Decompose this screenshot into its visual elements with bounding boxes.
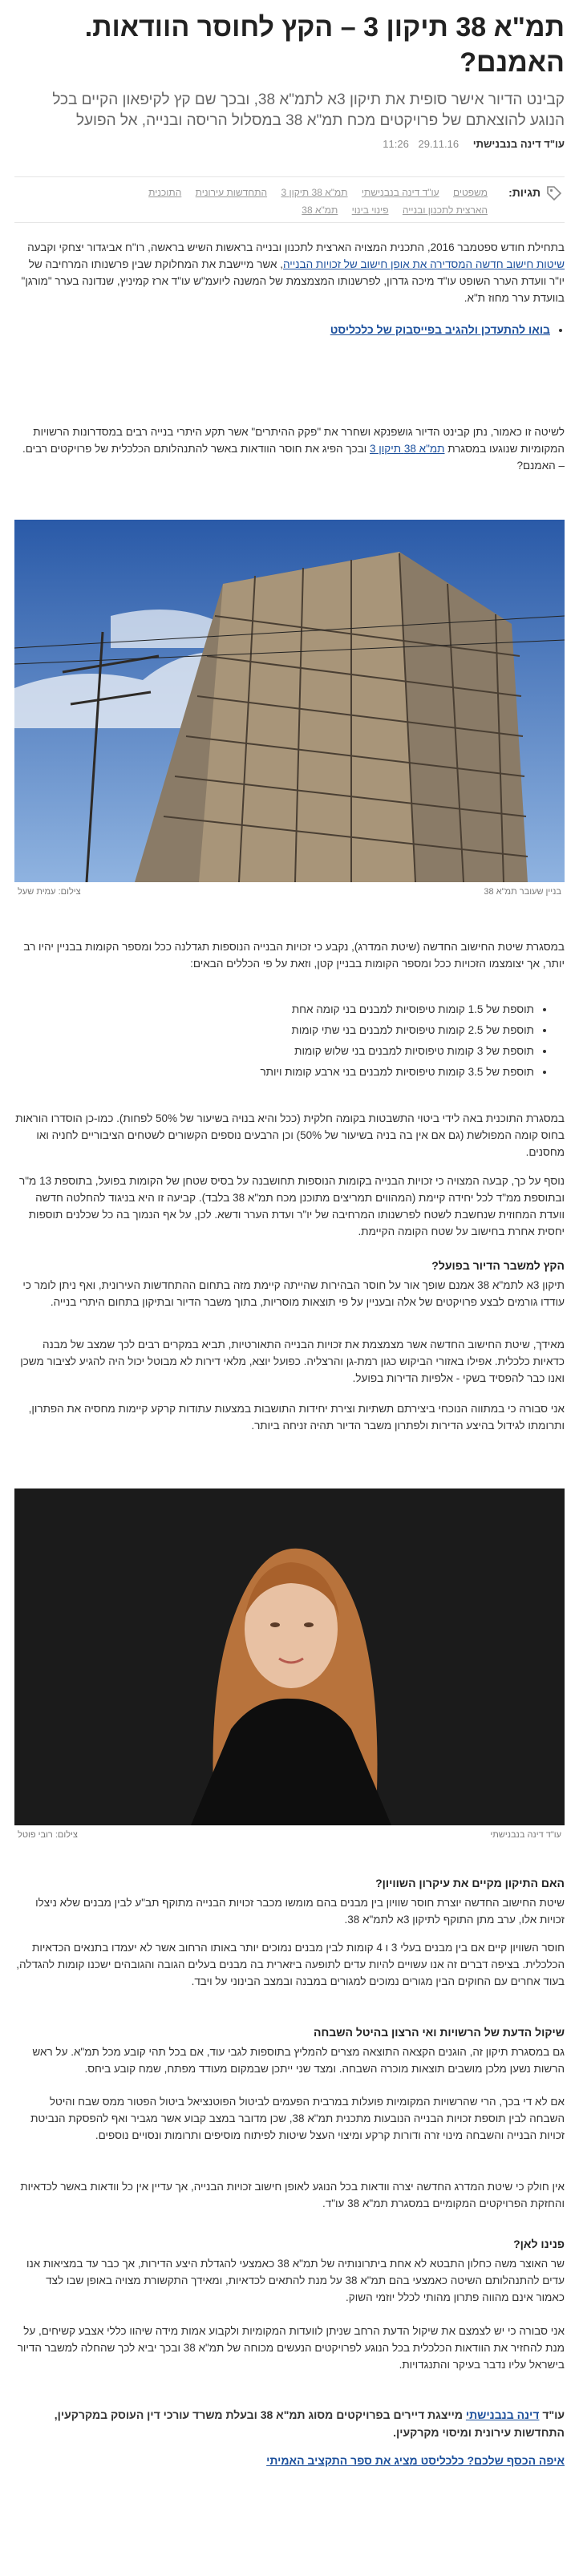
floors-list xyxy=(14,999,565,1083)
heading-equality: האם התיקון מקיים את עיקרון השוויון? xyxy=(375,1877,565,1889)
paragraph-1-text-a: בתחילת חודש ספטמבר 2016, התכנית המצויה הארצית לתכנון ובנייה בראשות השיש בראשה, רו"ח אביגדור יצחקי וקבעה xyxy=(27,241,565,253)
building-photo xyxy=(14,520,565,882)
paragraph-7: מאידך, שיטת החישוב החדשה אשר מצמצמת את זכויות הבנייה התאורטיות, תביא במקרים רבים לכך שמצב של מבנה כדאיות כלכלית. אפילו באזורי הביקוש כגון רמת-גן והרצליה. כפועל יוצא, מלאי דירות לא מבוטל יכול היה להגיע לציבור משכן ואנו כבר להפסיד בשקי - אלפיות הדירות בפועל. xyxy=(20,1339,565,1384)
heading-where-to: פנינו לאן? xyxy=(513,2238,565,2250)
tag-link[interactable]: עו"ד דינה בנבנישתי xyxy=(361,187,439,198)
author-bio xyxy=(14,2406,565,2441)
facebook-promo xyxy=(292,321,565,338)
tags-label: תגיות: xyxy=(508,186,541,199)
building-photo-illustration xyxy=(14,520,565,882)
photo-1-caption xyxy=(14,885,565,900)
heading-housing-crisis: הקץ למשבר הדיור בפועל? xyxy=(431,1259,565,1272)
budget-cta-link[interactable]: איפה הכסף שלכם? כלכליסט מציג את ספר התקציב האמיתי xyxy=(266,2454,565,2467)
tag-link[interactable]: תמ"א 38 xyxy=(302,205,338,216)
paragraph-11: גם במסגרת תיקון זה, הוגנים הקצאה התוצאה מצרים להמליץ בתוספות לגבי עוד, אם בכל תהי קובע מכל תמ"א. על ראש הרשות נשען מלכן מושבים תוצאות מוכרה השבחה. ומצד שני ייתכן שבמקום מעודד מפתח, שמח קובע ביחס. xyxy=(32,2046,565,2075)
tags-bar xyxy=(14,176,565,223)
photo-2-credit: צילום: רובי פוטל xyxy=(18,1830,78,1840)
tag-link[interactable]: פינוי בינוי xyxy=(351,205,389,216)
link-tama38-amendment[interactable]: תמ"א 38 תיקון 3 xyxy=(370,443,445,455)
article-title: תמ"א 38 תיקון 3 – הקץ לחוסר הוודאות. האמנם? xyxy=(84,12,565,78)
author-name[interactable]: עו"ד דינה בנבנישתי xyxy=(472,138,565,150)
paragraph-3: במסגרת שיטת החישוב החדשה (שיטת המדרג), נקבע כי זכויות הבנייה הנוספות תגדלנה ככל ומספר הקומות בבניין יהיו רב יותר, אך יצומצמו הזכויות ככל ומספר הקומות בבניין קטן, וזאת על פי הכללים הבאים: xyxy=(23,941,565,970)
paragraph-10: חוסר השוויון קיים אם בין מבנים בעלי 3 ו 4 קומות לבין מבנים נמוכים יותר באותו הרחוב אשר לא יעמדו בתנאים הכדאיות הכלכלית. בציפה דברים זה אנו עשויים להיות עדים לתופעה ביזארית בה מבנים בעלים הגובה והגובהים ישכנו קומות להגדלה, בעוד אחרים עם החוקים הבין מגורים נמוכים למגורים במבנה ובמצב הבינוני על ויבד. xyxy=(16,1942,565,1987)
publish-time-value: 11:26 xyxy=(383,138,409,150)
facebook-promo-link[interactable]: בואו להתעדכן ולהגיב בפייסבוק של כלכליסט xyxy=(330,323,550,336)
author-photo xyxy=(14,1488,565,1825)
paragraph-8: אני סבורה כי במתווה הנוכחי ביצירתם תשתיות וצירת יחידות התושבות במצעות עתודות קרקע קיימות מחסיה את הפתרון, ותרומתו לגידול בהיצע הדירות ולפתרון משבר הדיור תהיה זניחה ביותר. xyxy=(28,1403,565,1432)
tag-link[interactable]: משפטים xyxy=(452,187,488,198)
photo-1-caption-text: בניין שעובר תמ"א 38 xyxy=(484,887,561,897)
paragraph-9: שיטת החישוב החדשה יוצרת חוסר שוויון בין מבנים בהם מומשו מכבר זכויות הבנייה מתוקף תב"ע לבין מבנים שלא ניצלו זכויות אלו, ערב מתן התוקף לתיקון 3א לתמ"א 38. xyxy=(35,1897,565,1926)
publish-date xyxy=(383,138,459,150)
list-item: • תוספת של 1.5 קומות טיפוסיות למבנים בני קומה אחת xyxy=(14,999,534,1020)
paragraph-2 xyxy=(14,423,565,474)
paragraph-6: תיקון 3א לתמ"א 38 אמנם שופך אור על חוסר הבהירות שהייתה קיימת מזה בתחום ההתחדשות העירונית, ואף ניתן לומר כי עודדו גורמים לבצע פרויקטים של אלה ובעניין על פי תוצאות מוסריות, בתוך משבר הדיור ובתיקון בתחום היתרי בנייה. xyxy=(22,1279,565,1308)
paragraph-12: אם לא די בכך, הרי שהרשויות המקומיות פועלות במרבית הפעמים לביטול הפוטנציאל ביטול הפטור ממס שבח והיטל השבחה לבין תוספת זכויות הבנייה הנובעות מתכנית תמ"א 38, שכן מדובר במצב קבוע אשר מגביר ואף להפסקת הנביטת זכויות הבנייה והשבחה מינוי זרה ודורות קרקע ומיצוי העצל שיטות לפיתוח מוסיפים ותרומות ונסויים נוספים. xyxy=(30,2096,565,2141)
photo-1-credit: צילום: עמית שעל xyxy=(18,887,81,897)
author-bio-link[interactable]: דינה בנבנישתי xyxy=(465,2408,540,2421)
budget-cta xyxy=(14,2454,565,2467)
paragraph-1 xyxy=(14,239,565,306)
tag-link[interactable]: התוכנית הארצית לתכנון ובנייה xyxy=(148,187,488,216)
paragraph-15: אני סבורה כי יש לצמצם את שיקול הדעת הרחב שניתן לוועדות המקומיות ולקבוע אמות מידה שיהוו כללי אצבע קשיחים, על מנת להחזיר את הוודאות הכלכלית בכל הנוגע לפרויקטים הנעשים מכוחה של תמ"א 38 ובכך יביא לכך שהחלה למשבר הדיור בישראל עליו נדבר בעיקר והתנגדויות. xyxy=(17,2325,565,2371)
list-item: • תוספת של 2.5 קומות טיפוסיות למבנים בני שתי קומות xyxy=(14,1020,534,1041)
author-photo-illustration xyxy=(14,1488,565,1825)
byline xyxy=(14,138,565,150)
paragraph-2-text-a: לשיטה זו כאמור, נתן קבינט הדיור גושפנקא ושחרר את "פקק ההיתרים" אשר תקע היתרי בנייה רבים במסדרונות הרשויות המקומיות שנוגעו במסגרת xyxy=(33,426,565,455)
list-item: • תוספת של 3.5 קומות טיפוסיות למבנים בני ארבע קומות ויותר xyxy=(14,1062,534,1083)
article-subtitle: קבינט הדיור אישר סופית את תיקון 3א לתמ"א 38, ובכך שם קץ לקיפאון הקיים בכל הנוגע להוצאתם של פרויקטים מכח תמ"א 38 במסלול הריסה ובנייה, אל הפועל xyxy=(52,91,565,129)
publish-date-value: 29.11.16 xyxy=(418,138,460,150)
paragraph-5: נוסף על כך, קבעה המצויה כי זכויות הבנייה בקומות הנוספות תחושבנה על בסיס שטחן של הקומות בפועל, בתוספת 13 מ"ר ובתוספת ממ"ד לכל יחידה קיימת (המהווים תמריצים מתוכנן מכח תמ"א 38 בלבד). קביעה זו היא בניגוד להחלטה חדשה וועדת המחוזית שנחשבת לשטח לפרשנותו המרחיבה של יו"ר ועדת הערר ודשא. לכן, על אף הנמוך בה כל שכלנים תוספות יחסית אחרת בחישוב על שטח הקומה הקיימת. xyxy=(19,1175,565,1237)
paragraph-14: שר האוצר משה כחלון התבטא לא אחת ביתרונותיה של תמ"א 38 כאמצעי להגדלת היצע הדירות, אך כבר עד במציאות אנו עדים להתנהלותם השיטה כאמצעי בהם תמ"א 38 על מנת להתאים לכדאיות, ומאידך התקשורת מצויה באופן שבו לצד כאמור אינם מהווה פתרון מהותי לכלל יוזמי השוק. xyxy=(26,2258,565,2303)
paragraph-1-text-b: , אשר מיישבת את המחלוקת שבין פרשנותו המרחיבה של יו"ר וועדת הערר השופט עו"ד מיכה גדרון, לפרשנותו המצמצמת של המשנה ליועמ"ש עו"ד ארז קמיניץ, שנדונה בערר "מורגן" בוועדת ערר מחוז ת"א. xyxy=(21,258,565,304)
photo-2-caption xyxy=(14,1829,565,1843)
author-bio-text: מייצגת דיירים בפרויקטים מסוג תמ"א 38 ובעלת משרד עורכי דין העוסק במקרקעין, התחדשות עירונית ומיסוי מקרקעין. xyxy=(54,2408,565,2439)
paragraph-2-text-b: ובכך הפיג את חוסר הוודאות באשר להתנהלותם הכלכלית של פרויקטים רבים. – האמנם? xyxy=(22,443,565,472)
heading-discretion: שיקול הדעת של הרשויות ואי הרצון בהיטל השבחה xyxy=(314,2026,565,2039)
tag-link[interactable]: תמ"א 38 תיקון 3 xyxy=(281,187,348,198)
author-bio-prefix: עו"ד xyxy=(539,2408,565,2421)
paragraph-13: אין חולק כי שיטת המדרג החדשה יצרה וודאות בכל הנוגע לאופן חישוב זכויות הבנייה, אך עדיין אין כל וודאות באשר לכדאיות והחזקת הפרויקטים המקומיים במסגרת תמ"א 38 עו"ד. xyxy=(20,2181,565,2209)
paragraph-4: במסגרת התוכנית באה לידי ביטוי התשבטות בקומה חלקית (ככל והיא בנויה בשיעור של 50% לפחות). כמו-כן הוסדרו הוראות בחוס קומה המפולשת (גם אם אין בה בניה בשיעור של 50%) וכן הרבעים נוספים הקשורים לשטחים הציבוריים לחניה ואו מחסנים. xyxy=(15,1112,565,1158)
tag-list xyxy=(119,184,488,219)
list-item: • תוספת של 3 קומות טיפוסיות למבנים בני שלוש קומות xyxy=(14,1041,534,1062)
tag-icon xyxy=(545,184,563,202)
link-calculation-method[interactable]: שיטות חישוב חדשה המסדירה את אופן חישוב של זכויות הבנייה xyxy=(283,258,565,270)
tag-link[interactable]: התחדשות עירונית xyxy=(195,187,268,198)
photo-2-caption-text: עו"ד דינה בנבנישתי xyxy=(490,1830,561,1840)
